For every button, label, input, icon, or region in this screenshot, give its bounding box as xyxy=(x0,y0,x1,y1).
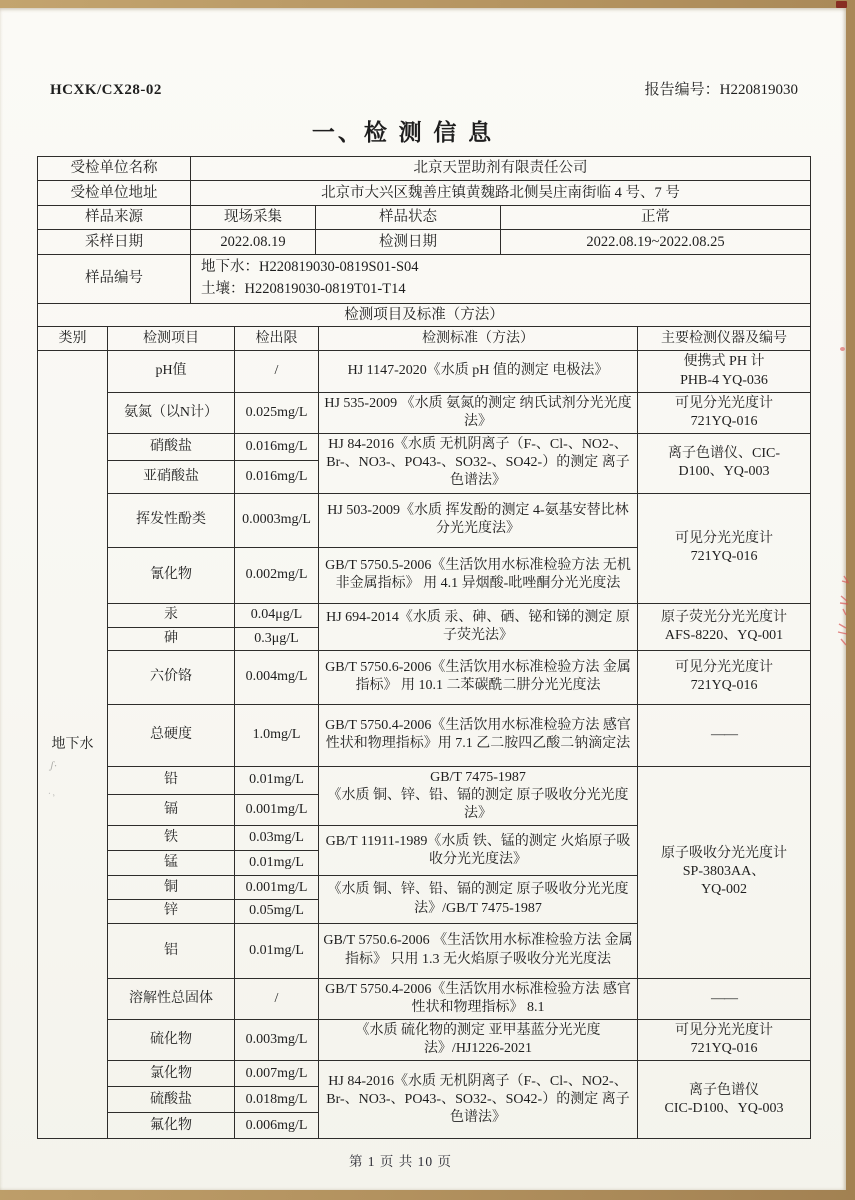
table-row xyxy=(38,303,811,327)
standard-cell: GB/T 5750.5-2006《生活饮用水标准检验方法 无机非金属指标》 用 4.1 异烟酸-吡唑酮分光光度法 xyxy=(319,547,638,603)
instrument-line: AFS-8220、YQ-001 xyxy=(664,627,784,643)
limit-cell: 0.001mg/L xyxy=(235,795,319,826)
item-cell: 铜 xyxy=(108,876,235,900)
table-row xyxy=(38,978,811,1019)
sampling-date-value: 2022.08.19 xyxy=(191,230,316,255)
item-cell: 锌 xyxy=(108,900,235,923)
instrument-line: YQ-002 xyxy=(701,882,747,898)
sample-source-value: 现场采集 xyxy=(191,206,316,230)
section-title: 检测项目及标准（方法） xyxy=(38,303,811,327)
limit-cell: 0.01mg/L xyxy=(235,923,319,978)
sample-state-label: 样品状态 xyxy=(316,206,501,230)
limit-cell: 0.01mg/L xyxy=(235,766,319,794)
limit-cell: 0.002mg/L xyxy=(235,547,319,603)
table-row xyxy=(38,230,811,255)
sampling-date-label: 采样日期 xyxy=(38,230,191,255)
standard-cell: 《水质 硫化物的测定 亚甲基蓝分光光度法》/HJ1226-2021 xyxy=(319,1019,638,1060)
instrument-line: SP-3803AA、 xyxy=(682,864,766,880)
standard-cell: HJ 503-2009《水质 挥发酚的测定 4-氨基安替比林分光光度法》 xyxy=(319,493,638,547)
sample-source-label: 样品来源 xyxy=(38,206,191,230)
standard-cell: HJ 535-2009 《水质 氨氮的测定 纳氏试剂分光光度法》 xyxy=(319,392,638,433)
instrument-line: 721YQ-016 xyxy=(690,1041,758,1057)
limit-cell: 0.0003mg/L xyxy=(235,493,319,547)
sample-no-groundwater: 地下水：H220819030-0819S01-S04 xyxy=(201,259,419,275)
table-row xyxy=(38,255,811,304)
col-header-limit: 检出限 xyxy=(235,327,319,351)
sample-no-soil: 土壤：H220819030-0819T01-T14 xyxy=(201,280,406,297)
item-cell: 锰 xyxy=(108,851,235,876)
page-title: 一、检 测 信 息 xyxy=(311,120,495,145)
standard-cell: HJ 694-2014《水质 汞、砷、硒、铋和锑的测定 原子荧光法》 xyxy=(319,603,638,650)
instrument-line: 可见分光光度计 xyxy=(675,1022,773,1038)
table-row xyxy=(38,603,811,627)
limit-cell: 0.016mg/L xyxy=(235,461,319,494)
table-header-row xyxy=(38,327,811,351)
item-cell: 铅 xyxy=(108,766,235,794)
red-ink-corner-mark xyxy=(836,1,847,8)
table-row xyxy=(38,434,811,461)
instrument-cell xyxy=(638,766,811,978)
table-row xyxy=(38,392,811,433)
table-row xyxy=(38,1019,811,1060)
limit-cell: 0.04μg/L xyxy=(235,603,319,627)
standard-cell: GB/T 11911-1989《水质 铁、锰的测定 火焰原子吸收分光光度法》 xyxy=(319,826,638,876)
standard-cell: HJ 84-2016《水质 无机阴离子（F-、Cl-、NO2-、Br-、NO3-、PO43-、SO32-、SO42-）的测定 离子色谱法》 xyxy=(319,1061,638,1139)
instrument-cell xyxy=(638,650,811,704)
table-row xyxy=(38,1061,811,1087)
standard-cell: HJ 84-2016《水质 无机阴离子（F-、Cl-、NO2-、Br-、NO3-、PO43-、SO32-、SO42-）的测定 离子色谱法》 xyxy=(319,434,638,494)
pencil-scan-artifact: ·‚ xyxy=(46,787,57,800)
instrument-line: 原子荧光分光光度计 xyxy=(661,609,787,625)
item-cell: 铝 xyxy=(108,923,235,978)
instrument-cell: —— xyxy=(638,978,811,1019)
instrument-line: 离子色谱仪 xyxy=(689,1082,759,1098)
instrument-line: 可见分光光度计 xyxy=(675,395,773,411)
instrument-line: 离子色谱仪、CIC- xyxy=(668,446,780,462)
limit-cell: 0.007mg/L xyxy=(235,1061,319,1087)
col-header-standard: 检测标准（方法） xyxy=(319,327,638,351)
standard-line: 《水质 铜、锌、铅、镉的测定 原子吸收分光光度法》 xyxy=(327,788,629,822)
item-cell: 镉 xyxy=(108,795,235,826)
standard-cell: HJ 1147-2020《水质 pH 值的测定 电极法》 xyxy=(319,351,638,392)
item-cell: 总硬度 xyxy=(108,704,235,766)
doc-code: HCXK/CX28-02 xyxy=(50,82,162,98)
standard-cell: 《水质 铜、锌、铅、镉的测定 原子吸收分光光度法》/GB/T 7475-1987 xyxy=(319,876,638,923)
unit-name-value: 北京天罡助剂有限责任公司 xyxy=(191,157,811,181)
limit-cell: 0.006mg/L xyxy=(235,1113,319,1139)
limit-cell: 1.0mg/L xyxy=(235,704,319,766)
red-ink-dot xyxy=(840,347,845,351)
col-header-category: 类别 xyxy=(38,327,108,351)
instrument-line: D100、YQ-003 xyxy=(678,464,770,480)
standard-cell: GB/T 5750.4-2006《生活饮用水标准检验方法 感官性状和物理指标》 8.1 xyxy=(319,978,638,1019)
instrument-line: 可见分光光度计 xyxy=(675,660,773,676)
col-header-instrument: 主要检测仪器及编号 xyxy=(638,327,811,351)
limit-cell: / xyxy=(235,978,319,1019)
item-cell: 砷 xyxy=(108,627,235,650)
item-cell: 六价铬 xyxy=(108,650,235,704)
instrument-cell xyxy=(638,434,811,494)
limit-cell: 0.03mg/L xyxy=(235,826,319,851)
table-row xyxy=(38,157,811,181)
test-date-label: 检测日期 xyxy=(316,230,501,255)
report-number: 报告编号：H220819030 xyxy=(644,82,798,98)
table-row xyxy=(38,206,811,230)
instrument-line: 721YQ-016 xyxy=(690,413,758,429)
sample-no-label: 样品编号 xyxy=(38,255,191,304)
item-cell: 铁 xyxy=(108,826,235,851)
unit-name-label: 受检单位名称 xyxy=(38,157,191,181)
sample-no-value xyxy=(191,255,811,304)
limit-cell: 0.05mg/L xyxy=(235,900,319,923)
instrument-cell xyxy=(638,1061,811,1139)
standard-line: GB/T 7475-1987 xyxy=(430,769,526,785)
test-date-value: 2022.08.19~2022.08.25 xyxy=(501,230,811,255)
instrument-line: 原子吸收分光光度计 xyxy=(661,845,787,861)
red-ink-scribble xyxy=(830,572,852,650)
instrument-line: 721YQ-016 xyxy=(690,678,758,694)
instrument-line: 便携式 PH 计 xyxy=(683,354,765,370)
item-cell: 氨氮（以N计） xyxy=(108,392,235,433)
instrument-line: CIC-D100、YQ-003 xyxy=(664,1100,784,1116)
page-number: 第 1 页 共 10 页 xyxy=(348,1154,453,1169)
instrument-cell xyxy=(638,1019,811,1060)
category-cell: 地下水 xyxy=(38,351,108,1139)
limit-cell: 0.016mg/L xyxy=(235,434,319,461)
instrument-cell xyxy=(638,603,811,650)
standard-cell: GB/T 5750.6-2006 《生活饮用水标准检验方法 金属指标》 只用 1.3 无火焰原子吸收分光光度法 xyxy=(319,923,638,978)
instrument-line: PHB-4 YQ-036 xyxy=(680,372,768,388)
instrument-cell xyxy=(638,493,811,603)
sample-state-value: 正常 xyxy=(501,206,811,230)
table-row xyxy=(38,181,811,206)
item-cell: 氯化物 xyxy=(108,1061,235,1087)
table-row xyxy=(38,766,811,794)
table-row xyxy=(38,650,811,704)
instrument-cell: —— xyxy=(638,704,811,766)
tables-container xyxy=(37,156,810,1139)
item-cell: 亚硝酸盐 xyxy=(108,461,235,494)
limit-cell: 0.025mg/L xyxy=(235,392,319,433)
paper xyxy=(0,8,846,1190)
limit-cell: 0.004mg/L xyxy=(235,650,319,704)
instrument-line: 可见分光光度计 xyxy=(675,530,773,546)
table-row xyxy=(38,493,811,547)
instrument-cell xyxy=(638,392,811,433)
limit-cell: 0.01mg/L xyxy=(235,851,319,876)
table-row xyxy=(38,351,811,392)
item-cell: 挥发性酚类 xyxy=(108,493,235,547)
item-cell: 硫酸盐 xyxy=(108,1087,235,1113)
item-cell: 硝酸盐 xyxy=(108,434,235,461)
standard-cell xyxy=(319,766,638,826)
info-table xyxy=(37,156,811,304)
item-cell: 氰化物 xyxy=(108,547,235,603)
document-header xyxy=(50,78,798,99)
instrument-line: 721YQ-016 xyxy=(690,549,758,565)
pencil-scan-artifact: ʃ· xyxy=(48,759,59,773)
unit-addr-label: 受检单位地址 xyxy=(38,181,191,206)
limit-cell: 0.018mg/L xyxy=(235,1087,319,1113)
limit-cell: 0.001mg/L xyxy=(235,876,319,900)
limit-cell: 0.003mg/L xyxy=(235,1019,319,1060)
standard-cell: GB/T 5750.6-2006《生活饮用水标准检验方法 金属指标》 用 10.1 二苯碳酰二肼分光光度法 xyxy=(319,650,638,704)
col-header-item: 检测项目 xyxy=(108,327,235,351)
item-cell: pH值 xyxy=(108,351,235,392)
methods-table xyxy=(37,303,811,1140)
item-cell: 硫化物 xyxy=(108,1019,235,1060)
item-cell: 溶解性总固体 xyxy=(108,978,235,1019)
unit-addr-value: 北京市大兴区魏善庄镇黄魏路北侧吴庄南街临 4 号、7 号 xyxy=(191,181,811,206)
limit-cell: 0.3μg/L xyxy=(235,627,319,650)
item-cell: 氟化物 xyxy=(108,1113,235,1139)
instrument-cell xyxy=(638,351,811,392)
table-row xyxy=(38,704,811,766)
standard-cell: GB/T 5750.4-2006《生活饮用水标准检验方法 感官性状和物理指标》用 7.1 乙二胺四乙酸二钠滴定法 xyxy=(319,704,638,766)
limit-cell: / xyxy=(235,351,319,392)
item-cell: 汞 xyxy=(108,603,235,627)
